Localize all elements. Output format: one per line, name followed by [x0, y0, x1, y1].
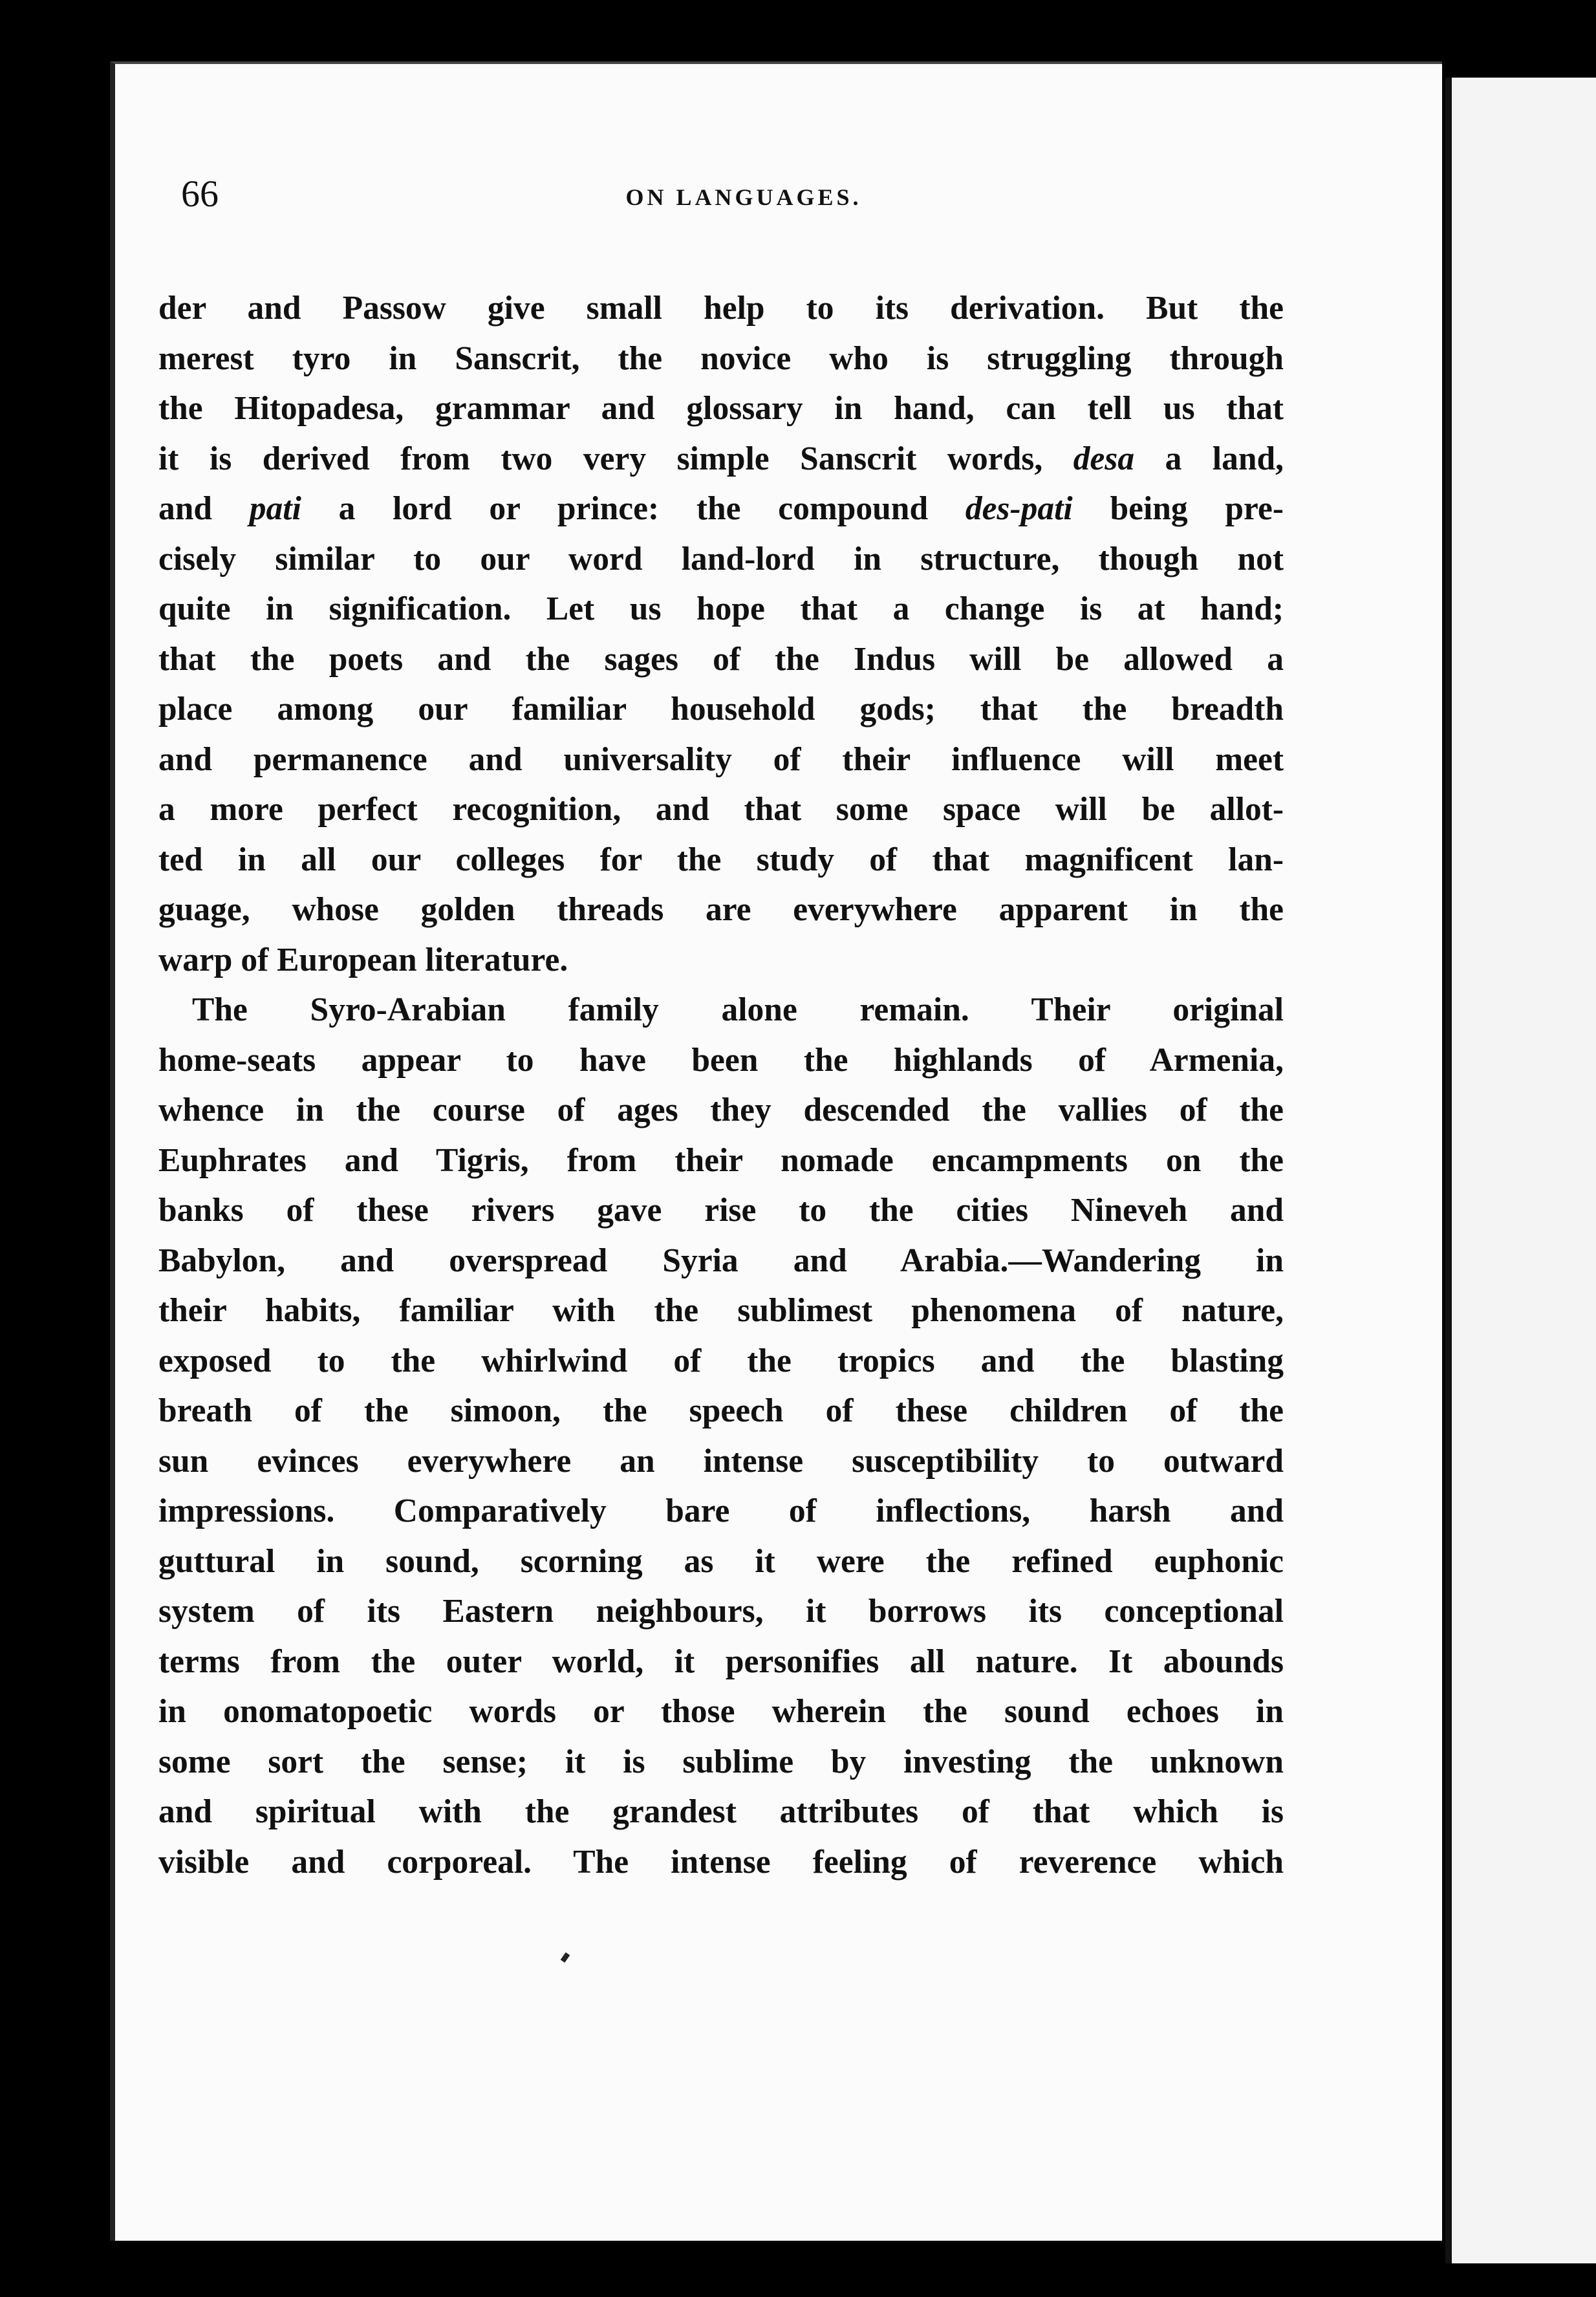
text-line: their habits, familiar with the sublimest phenomena of nature,	[158, 1292, 1284, 1329]
text-line: impressions. Comparatively bare of inflections, harsh and	[158, 1493, 1284, 1529]
text-line: banks of these rivers gave rise to the cities Nineveh and	[158, 1192, 1284, 1229]
page-number: 66	[181, 173, 219, 215]
text-line: merest tyro in Sanscrit, the novice who is struggling through	[158, 340, 1284, 377]
text-line: breath of the simoon, the speech of these children of the	[158, 1392, 1284, 1429]
running-head: ON LANGUAGES.	[625, 184, 862, 210]
text-line	[158, 484, 1284, 534]
text-segment: it is derived from two very simple Sanscrit words,	[158, 440, 1043, 477]
text-line: guttural in sound, scorning as it were the refined euphonic	[158, 1542, 1284, 1580]
text-line: home-seats appear to have been the highlands of Armenia,	[158, 1041, 1284, 1079]
body-text	[158, 283, 1284, 1887]
text-line: and permanence and universality of their influence will meet	[158, 740, 1284, 778]
text-line: warp of European literature.	[158, 941, 568, 978]
text-line: a more perfect recognition, and that some space will be allot-	[158, 791, 1284, 828]
text-line: Babylon, and overspread Syria and Arabia.—Wandering in	[158, 1242, 1284, 1279]
text-line: der and Passow give small help to its derivation. But the	[158, 290, 1284, 327]
text-line: place among our familiar household gods; that the breadth	[158, 691, 1284, 728]
text-line: visible and corporeal. The intense feeling of reverence which	[158, 1843, 1284, 1881]
text-line: and spiritual with the grandest attributes of that which is	[158, 1793, 1284, 1830]
page-header	[181, 158, 1280, 230]
italic-term: des-pati	[965, 490, 1073, 527]
text-line: exposed to the whirlwind of the tropics and the blasting	[158, 1342, 1284, 1379]
italic-term: pati	[249, 490, 301, 527]
text-line	[158, 434, 1284, 484]
text-line: the Hitopadesa, grammar and glossary in hand, can tell us that	[158, 390, 1284, 427]
text-segment: being pre-	[1110, 490, 1284, 527]
text-line: Euphrates and Tigris, from their nomade encampments on the	[158, 1141, 1284, 1179]
adjacent-page-edge	[1445, 78, 1596, 2263]
text-line: quite in signification. Let us hope that a change is at hand;	[158, 590, 1284, 627]
text-line: sun evinces everywhere an intense susceptibility to outward	[158, 1442, 1284, 1480]
text-line: system of its Eastern neighbours, it borrows its conceptional	[158, 1593, 1284, 1630]
text-line: The Syro-Arabian family alone remain. Their original	[192, 991, 1284, 1028]
text-segment: a land,	[1165, 440, 1284, 477]
text-line: cisely similar to our word land-lord in structure, though not	[158, 540, 1284, 577]
italic-term: desa	[1073, 440, 1135, 477]
text-line: in onomatopoetic words or those wherein the sound echoes in	[158, 1693, 1284, 1730]
text-segment: and	[158, 490, 213, 527]
text-line: ted in all our colleges for the study of that magnificent lan-	[158, 841, 1284, 878]
text-line: that the poets and the sages of the Indus will be allowed a	[158, 640, 1284, 678]
text-line: guage, whose golden threads are everywhere apparent in the	[158, 891, 1284, 928]
text-line: some sort the sense; it is sublime by investing the unknown	[158, 1743, 1284, 1780]
text-line: terms from the outer world, it personifies all nature. It abounds	[158, 1643, 1284, 1680]
text-line: whence in the course of ages they descended the vallies of the	[158, 1092, 1284, 1128]
text-segment: a lord or prince: the compound	[338, 490, 929, 527]
